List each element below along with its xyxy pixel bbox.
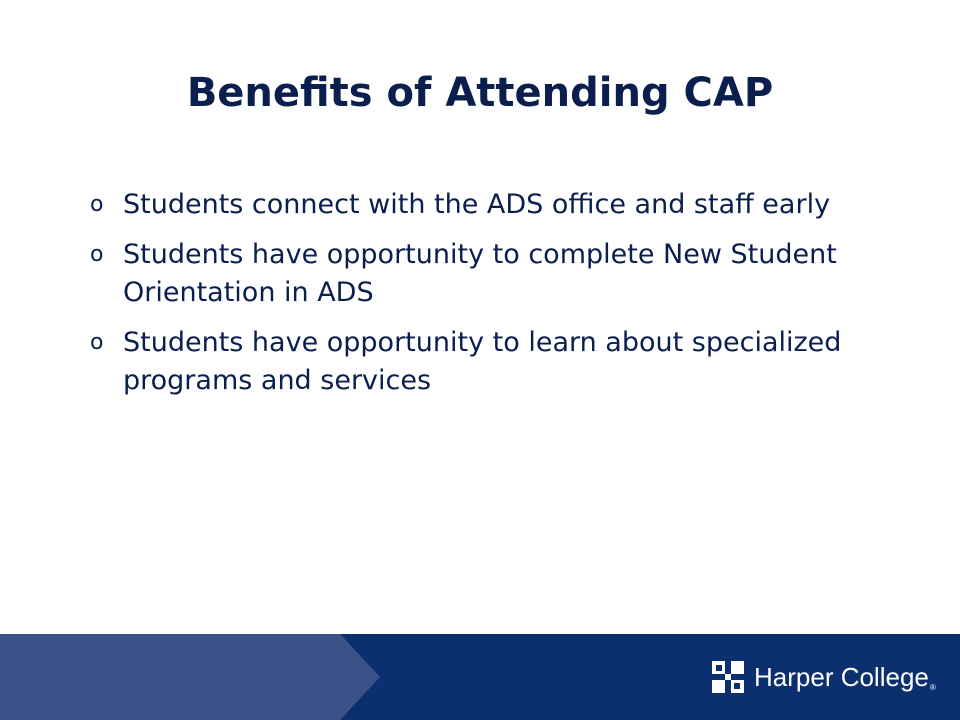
bullet-text: Students have opportunity to learn about specialized programs and services	[123, 327, 842, 396]
bullet-marker: o	[90, 242, 104, 267]
list-item	[90, 324, 850, 400]
bullet-marker: o	[90, 192, 104, 217]
list-item	[90, 186, 850, 224]
footer-accent-chevron	[0, 634, 380, 720]
bullet-text: Students connect with the ADS office and staff early	[123, 189, 831, 220]
slide-title: Benefits of Attending CAP	[186, 70, 774, 116]
registered-mark: ®	[929, 683, 936, 692]
bullet-marker: o	[90, 330, 104, 355]
bullet-list	[90, 186, 850, 412]
harper-logo-icon	[712, 661, 744, 693]
bullet-text: Students have opportunity to complete New Student Orientation in ADS	[123, 239, 837, 308]
harper-college-logo	[712, 660, 936, 694]
list-item	[90, 236, 850, 312]
logo-text: Harper College	[754, 662, 929, 692]
